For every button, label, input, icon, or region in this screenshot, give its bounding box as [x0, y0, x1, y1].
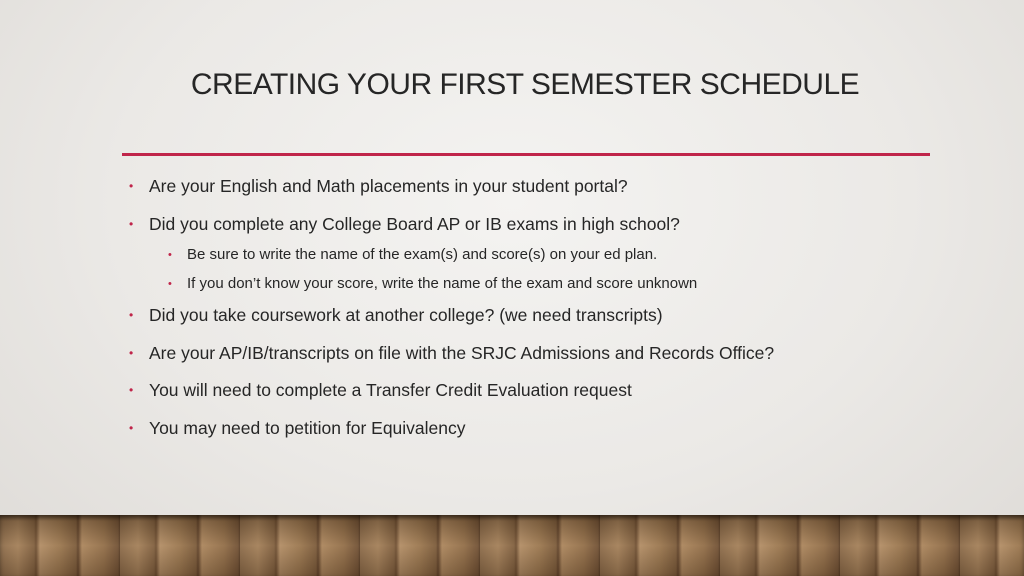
slide-title: CREATING YOUR FIRST SEMESTER SCHEDULE: [190, 68, 860, 101]
bullet-icon: •: [129, 345, 134, 360]
sub-bullet-text: Be sure to write the name of the exam(s) and score(s) on your ed plan.: [187, 246, 658, 263]
sub-bullet-text: If you don’t know your score, write the name of the exam and score unknown: [187, 275, 698, 292]
bullet-list: [128, 174, 908, 453]
bullet-text: Are your AP/IB/transcripts on file with the SRJC Admissions and Records Office?: [149, 342, 775, 363]
wood-floor-background: [0, 515, 1024, 576]
sub-bullet-item: [128, 273, 908, 302]
sub-bullet-item: [128, 244, 908, 273]
bullet-icon: •: [129, 216, 134, 231]
bullet-text: Are your English and Math placements in your student portal?: [149, 176, 628, 196]
bullet-icon: •: [129, 308, 134, 322]
bullet-text: You will need to complete a Transfer Credit Evaluation request: [149, 380, 632, 400]
bullet-icon: •: [168, 249, 172, 261]
bullet-item: [128, 174, 908, 212]
bullet-icon: •: [129, 383, 134, 397]
bullet-item: [128, 341, 908, 379]
bullet-text: You may need to petition for Equivalency: [149, 417, 466, 438]
title-divider: [122, 153, 930, 156]
bullet-text: Did you complete any College Board AP or IB exams in high school?: [149, 213, 680, 234]
bullet-item: [128, 416, 908, 454]
bullet-text: Did you take coursework at another college? (we need transcripts): [149, 305, 663, 325]
bullet-icon: •: [168, 278, 172, 290]
bullet-icon: •: [129, 179, 134, 193]
bullet-item: [128, 378, 908, 416]
bullet-item: [128, 303, 908, 341]
bullet-icon: •: [129, 420, 134, 435]
